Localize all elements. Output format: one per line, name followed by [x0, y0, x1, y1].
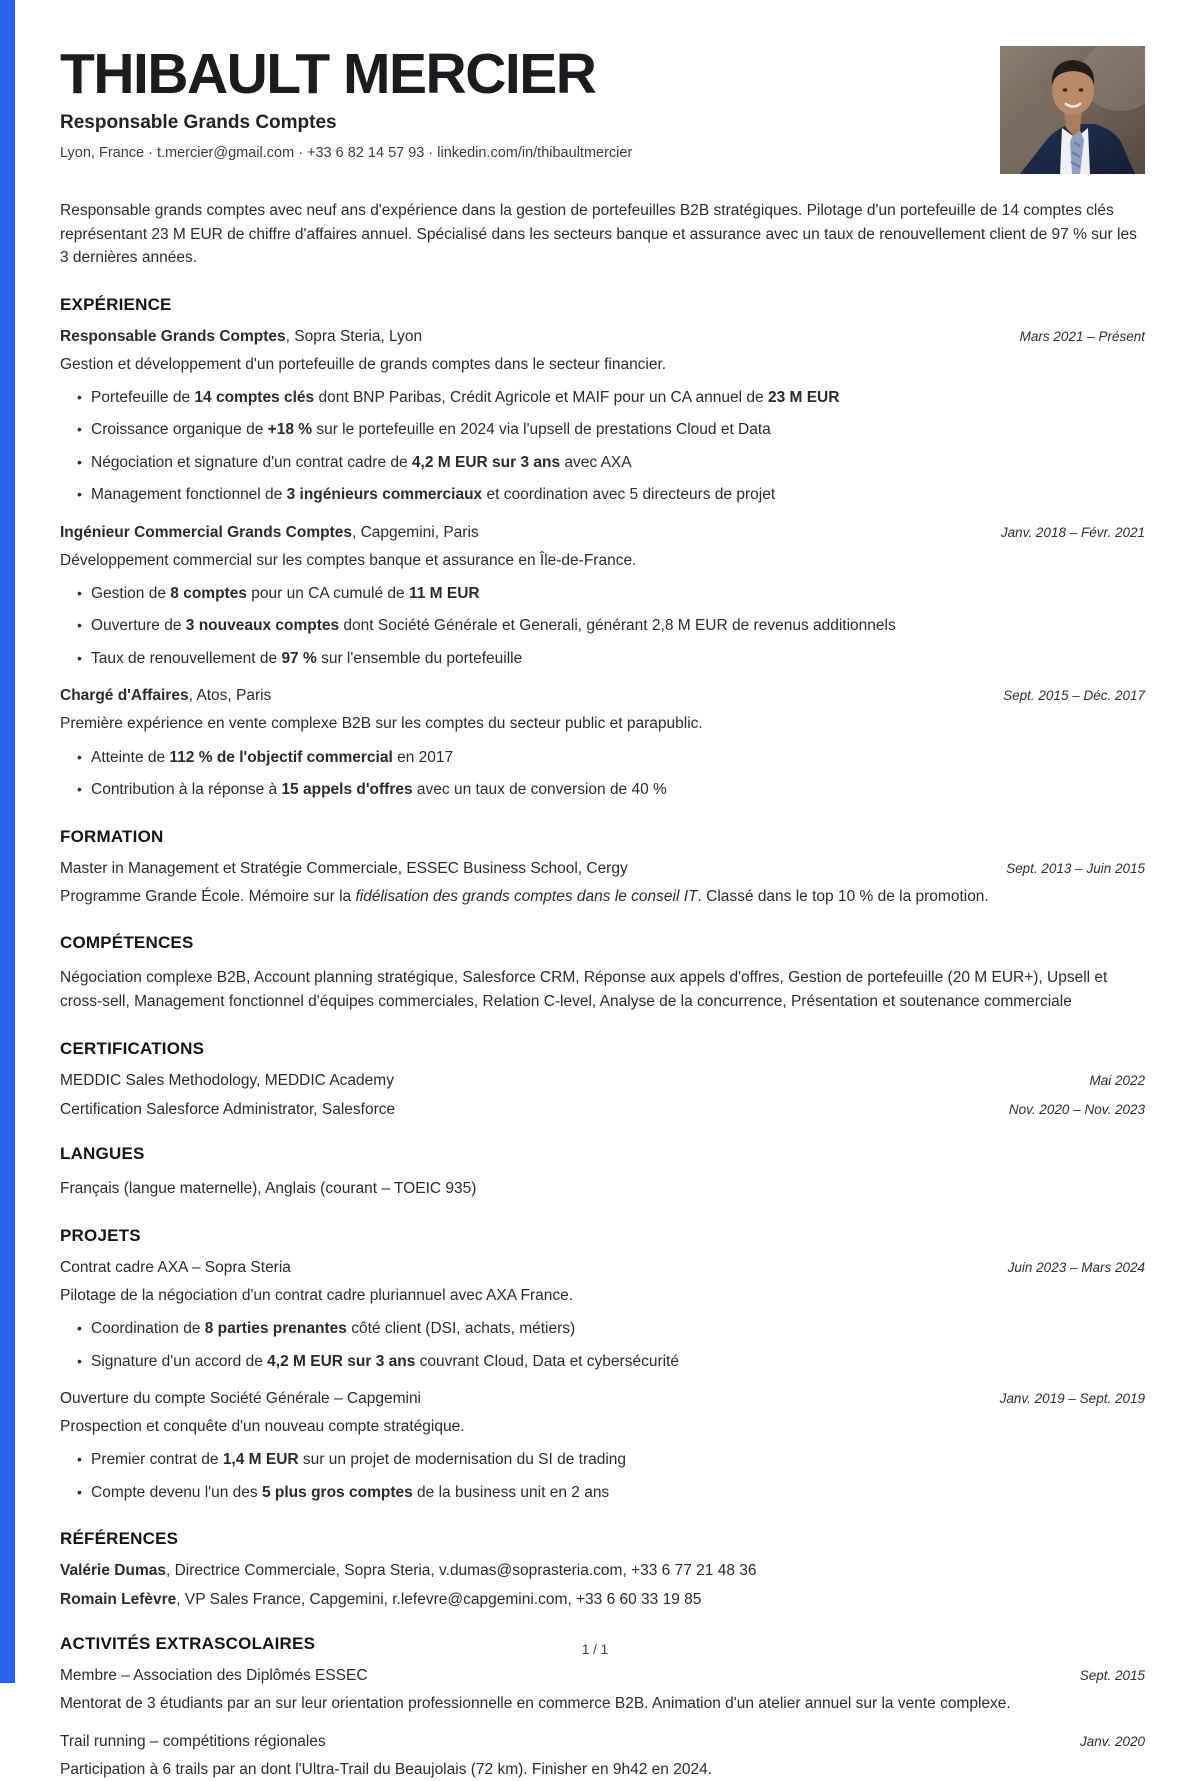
job-bullet-list [60, 387, 1145, 507]
section-heading-experience: EXPÉRIENCE [60, 294, 172, 314]
degree-description [60, 885, 1145, 908]
candidate-title: Responsable Grands Comptes [60, 112, 337, 133]
profile-photo [1000, 46, 1145, 174]
job-date: Janv. 2018 – Févr. 2021 [1000, 524, 1145, 540]
text-segment: et coordination avec 5 directeurs de projet [482, 486, 776, 504]
project-description: Prospection et conquête d'un nouveau compte stratégique. [60, 1418, 465, 1436]
text-segment: Romain Lefèvre [60, 1591, 177, 1609]
text-segment: Programme Grande École. Mémoire sur la [60, 887, 356, 905]
bullet-item [91, 484, 1145, 506]
activity-title: Trail running – compétitions régionales [60, 1732, 326, 1750]
text-segment: Compte devenu l'un des [91, 1483, 262, 1501]
text-segment: 5 plus gros comptes [261, 1483, 413, 1501]
section-heading-competences: COMPÉTENCES [60, 932, 194, 952]
project-date: Janv. 2019 – Sept. 2019 [999, 1391, 1145, 1407]
text-segment: Contribution à la réponse à [91, 781, 282, 799]
text-segment: Valérie Dumas [60, 1562, 166, 1580]
text-segment: , Sopra Steria, Lyon [285, 327, 423, 345]
text-segment: 23 M EUR [767, 388, 840, 406]
text-segment: 14 comptes clés [194, 388, 315, 406]
text-segment: Croissance organique de [91, 421, 268, 439]
text-segment: Négociation et signature d'un contrat cadre de [91, 453, 412, 471]
experience-entry-1 [60, 328, 1145, 507]
entry-head [60, 1390, 1145, 1408]
section-heading-formation: FORMATION [60, 826, 164, 846]
text-segment: couvrant Cloud, Data et cybersécurité [415, 1352, 679, 1370]
job-description: Gestion et développement d'un portefeuille de grands comptes dans le secteur financier. [60, 355, 667, 373]
bullet-item [91, 1482, 1145, 1504]
job-title [60, 687, 271, 705]
certification-row-2 [60, 1101, 1145, 1119]
project-title: Contrat cadre AXA – Sopra Steria [60, 1258, 291, 1276]
text-segment: fidélisation des grands comptes dans le conseil IT [355, 887, 698, 905]
contact-line: Lyon, France · t.mercier@gmail.com · +33 6 82 14 57 93 · linkedin.com/in/thibaultmercier [60, 145, 633, 161]
text-segment: 1,4 M EUR [222, 1451, 299, 1469]
text-segment: , VP Sales France, Capgemini, r.lefevre@capgemini.com, +33 6 60 33 19 85 [176, 1591, 702, 1609]
section-heading-certifications: CERTIFICATIONS [60, 1038, 205, 1058]
text-segment: , Capgemini, Paris [352, 523, 479, 541]
certification-date: Nov. 2020 – Nov. 2023 [1008, 1101, 1145, 1117]
text-segment: 112 % de l'objectif commercial [169, 748, 393, 766]
text-segment: 97 % [281, 649, 317, 667]
entry-head [60, 524, 1145, 542]
text-segment: Signature d'un accord de [91, 1352, 268, 1370]
text-segment: pour un CA cumulé de [246, 585, 409, 603]
text-segment: Taux de renouvellement de [91, 649, 282, 667]
candidate-name: THIBAULT MERCIER [60, 42, 596, 106]
job-bullet-list [60, 583, 1145, 670]
text-segment: avec AXA [560, 453, 632, 471]
activity-title: Membre – Association des Diplômés ESSEC [60, 1667, 368, 1685]
section-heading-langues: LANGUES [60, 1143, 145, 1163]
text-segment: 11 M EUR [408, 585, 480, 603]
bullet-item [91, 452, 1145, 474]
reference-line-2 [60, 1591, 1145, 1609]
job-title [60, 328, 422, 346]
text-segment: 3 ingénieurs commerciaux [286, 486, 483, 504]
text-segment: en 2017 [392, 748, 454, 766]
text-segment: de la business unit en 2 ans [412, 1483, 610, 1501]
job-description: Première expérience en vente complexe B2B sur les comptes du secteur public et parapublic. [60, 715, 703, 733]
text-segment: 4,2 M EUR sur 3 ans [411, 453, 561, 471]
project-entry-2 [60, 1390, 1145, 1504]
text-segment: . Classé dans le top 10 % de la promotion. [697, 887, 989, 905]
text-segment: dont Société Générale et Generali, générant 2,8 M EUR de revenus additionnels [339, 617, 896, 635]
page-indicator: 1 / 1 [581, 1642, 609, 1657]
text-segment: dont BNP Paribas, Crédit Agricole et MAIF pour un CA annuel de [314, 388, 768, 406]
project-bullet-list [60, 1449, 1145, 1504]
summary-paragraph: Responsable grands comptes avec neuf ans d'expérience dans la gestion de portefeuilles B2B stratégiques. Pilotage d'un portefeuille de 14 comptes clés représentant 23 M EUR de chiffre d'affaires annuel. Spécialisé dans les secteurs banque et assurance avec un taux de renouvellement client de 97 % sur les 3 dernières années. [60, 202, 1137, 267]
entry-head [60, 687, 1145, 705]
text-segment: Premier contrat de [91, 1451, 223, 1469]
activity-date: Sept. 2015 [1079, 1668, 1145, 1684]
text-segment: +18 % [267, 421, 313, 439]
activity-entry-2 [60, 1733, 1145, 1781]
activity-entry-1 [60, 1667, 1145, 1715]
certification-title: Certification Salesforce Administrator, Salesforce [60, 1100, 396, 1118]
job-date: Mars 2021 – Présent [1019, 328, 1145, 344]
text-segment: Responsable Grands Comptes [60, 327, 286, 345]
entry-head [60, 860, 1145, 878]
bullet-item [91, 387, 1145, 409]
certification-title: MEDDIC Sales Methodology, MEDDIC Academy [60, 1071, 394, 1089]
degree-date: Sept. 2013 – Juin 2015 [1006, 860, 1145, 876]
languages-paragraph: Français (langue maternelle), Anglais (courant – TOEIC 935) [60, 1179, 477, 1197]
text-segment: Coordination de [91, 1320, 205, 1338]
section-heading-projets: PROJETS [60, 1225, 141, 1245]
text-segment: , Atos, Paris [188, 687, 272, 705]
reference-line-1 [60, 1562, 1145, 1580]
bullet-item [91, 419, 1145, 441]
activity-date: Janv. 2020 [1079, 1733, 1145, 1749]
skills-paragraph: Négociation complexe B2B, Account planning stratégique, Salesforce CRM, Réponse aux appels d'offres, Gestion de portefeuille (20 M EUR+), Upsell et cross-sell, Management fonctionnel d'équipes commerciales, Relation C-level, Analyse de la concurrence, Présentation et soutenance commerciale [60, 968, 1108, 1010]
header [60, 42, 1145, 161]
text-segment: 3 nouveaux comptes [185, 617, 340, 635]
text-segment: , Directrice Commerciale, Sopra Steria, v.dumas@soprasteria.com, +33 6 77 21 48 36 [165, 1562, 757, 1580]
text-segment: Management fonctionnel de [91, 486, 287, 504]
activity-description: Participation à 6 trails par an dont l'Ultra-Trail du Beaujolais (72 km). Finisher en 9h42 en 2024. [60, 1760, 712, 1778]
project-title: Ouverture du compte Société Générale – Capgemini [60, 1390, 422, 1408]
project-bullet-list [60, 1318, 1145, 1373]
text-segment: 8 parties prenantes [204, 1320, 347, 1338]
text-segment: sur le portefeuille en 2024 via l'upsell de prestations Cloud et Data [312, 421, 771, 439]
entry-head [60, 1259, 1145, 1277]
job-title [60, 524, 479, 542]
bullet-item [91, 1318, 1145, 1340]
text-segment: Portefeuille de [91, 388, 195, 406]
job-bullet-list [60, 747, 1145, 802]
bullet-item [91, 1449, 1145, 1471]
bullet-item [91, 583, 1145, 605]
text-segment: 8 comptes [170, 585, 247, 603]
text-segment: 4,2 M EUR sur 3 ans [267, 1352, 416, 1370]
bullet-item [91, 648, 1145, 670]
text-segment: Ouverture de [91, 617, 186, 635]
project-description: Pilotage de la négociation d'un contrat cadre pluriannuel avec AXA France. [60, 1286, 574, 1304]
activity-description: Mentorat de 3 étudiants par an sur leur orientation professionnelle en commerce B2B. Animation d'un atelier annuel sur la vente complexe. [60, 1695, 1011, 1713]
bullet-item [91, 1351, 1145, 1373]
entry-head [60, 1733, 1145, 1751]
experience-entry-3 [60, 687, 1145, 801]
section-heading-activites: ACTIVITÉS EXTRASCOLAIRES [60, 1634, 316, 1654]
degree-title: Master in Management et Stratégie Commerciale, ESSEC Business School, Cergy [60, 859, 628, 877]
project-date: Juin 2023 – Mars 2024 [1007, 1259, 1145, 1275]
text-segment: Gestion de [91, 585, 171, 603]
text-segment: côté client (DSI, achats, métiers) [346, 1320, 576, 1338]
text-segment: sur un projet de modernisation du SI de trading [298, 1451, 627, 1469]
text-segment: Ingénieur Commercial Grands Comptes [60, 523, 352, 541]
bullet-item [91, 779, 1145, 801]
profile-photo-image [1000, 46, 1145, 174]
text-segment: Atteinte de [91, 748, 170, 766]
section-heading-references: RÉFÉRENCES [60, 1529, 179, 1549]
formation-entry [60, 860, 1145, 908]
text-segment: avec un taux de conversion de 40 % [412, 781, 667, 799]
entry-head [60, 328, 1145, 346]
job-description: Développement commercial sur les comptes banque et assurance en Île-de-France. [60, 551, 637, 569]
experience-entry-2 [60, 524, 1145, 671]
certification-row-1 [60, 1072, 1145, 1090]
certification-date: Mai 2022 [1089, 1072, 1145, 1088]
text-segment: sur l'ensemble du portefeuille [316, 649, 523, 667]
project-entry-1 [60, 1259, 1145, 1373]
text-segment: 15 appels d'offres [281, 781, 413, 799]
bullet-item [91, 615, 1145, 637]
text-segment: Chargé d'Affaires [60, 687, 189, 705]
bullet-item [91, 747, 1145, 769]
job-date: Sept. 2015 – Déc. 2017 [1003, 688, 1145, 704]
